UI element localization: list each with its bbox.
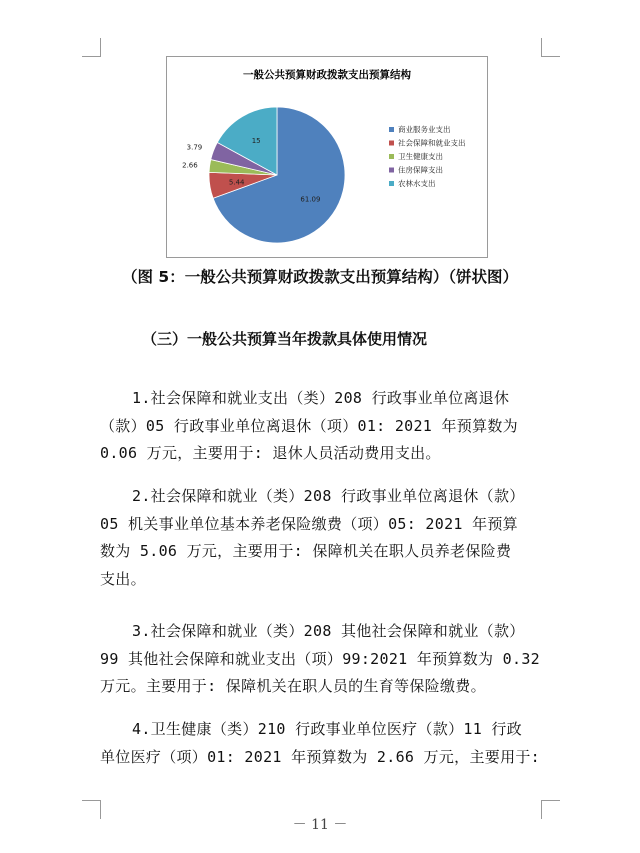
pie-data-label: 5.44 <box>228 178 245 187</box>
legend-label: 农林水支出 <box>398 179 436 188</box>
paragraph-line: 1.社会保障和就业支出（类）208 行政事业单位离退休 <box>132 389 510 407</box>
paragraph-line: 0.06 万元，主要用于: 退休人员活动费用支出。 <box>100 444 441 462</box>
legend-swatch <box>389 154 394 159</box>
legend-label: 社会保障和就业支出 <box>398 138 466 148</box>
legend-swatch <box>389 181 394 186</box>
pie-chart-svg <box>167 57 487 257</box>
paragraph-1 <box>100 385 540 468</box>
legend-label: 住房保障支出 <box>398 165 443 175</box>
paragraph-2 <box>100 483 540 593</box>
page-number: － 11 － <box>292 817 348 833</box>
legend-swatch <box>389 127 394 132</box>
pie-slices <box>209 107 345 243</box>
crop-mark-top-right <box>541 38 560 57</box>
legend-swatch <box>389 141 394 146</box>
paragraph-line: 05 机关事业单位基本养老保险缴费（项）05: 2021 年预算 <box>100 514 518 533</box>
section-title: （三）一般公共预算当年拨款具体使用情况 <box>142 330 428 348</box>
paragraph-line: 支出。 <box>100 569 146 588</box>
legend-label: 卫生健康支出 <box>398 152 443 161</box>
paragraph-line: 单位医疗（项）01: 2021 年预算数为 2.66 万元，主要用于: <box>100 747 540 766</box>
pie-data-label: 15 <box>251 136 261 145</box>
paragraph-line: 2.社会保障和就业（类）208 行政事业单位离退休（款） <box>132 487 525 505</box>
paragraph-line: 数为 5.06 万元，主要用于: 保障机关在职人员养老保险费 <box>100 542 512 560</box>
pie-data-label: 3.79 <box>186 143 203 152</box>
pie-data-label: 2.66 <box>182 161 198 170</box>
paragraph-line: 3.社会保障和就业（类）208 其他社会保障和就业（款） <box>132 622 525 640</box>
paragraph-line: 4.卫生健康（类）210 行政事业单位医疗（款）11 行政 <box>132 720 522 738</box>
paragraph-line: （款）05 行政事业单位离退休（项）01: 2021 年预算数为 <box>100 416 518 435</box>
chart-legend <box>389 124 466 188</box>
crop-mark-top-left <box>82 38 101 57</box>
paragraph-line: 万元。主要用于: 保障机关在职人员的生育等保险缴费。 <box>100 677 486 695</box>
legend-swatch <box>389 168 394 173</box>
figure-caption: （图 5：一般公共预算财政拨款支出预算结构）（饼状图） <box>122 268 518 286</box>
pie-data-label: 61.09 <box>300 195 321 204</box>
paragraph-line: 99 其他社会保障和就业支出（项）99:2021 年预算数为 0.32 <box>100 649 540 668</box>
paragraph-3 <box>100 618 540 701</box>
paragraph-4 <box>100 716 540 771</box>
legend-label: 商业服务业支出 <box>398 125 451 134</box>
chart-title: 一般公共预算财政拨款支出预算结构 <box>243 69 411 81</box>
pie-chart <box>166 56 488 258</box>
